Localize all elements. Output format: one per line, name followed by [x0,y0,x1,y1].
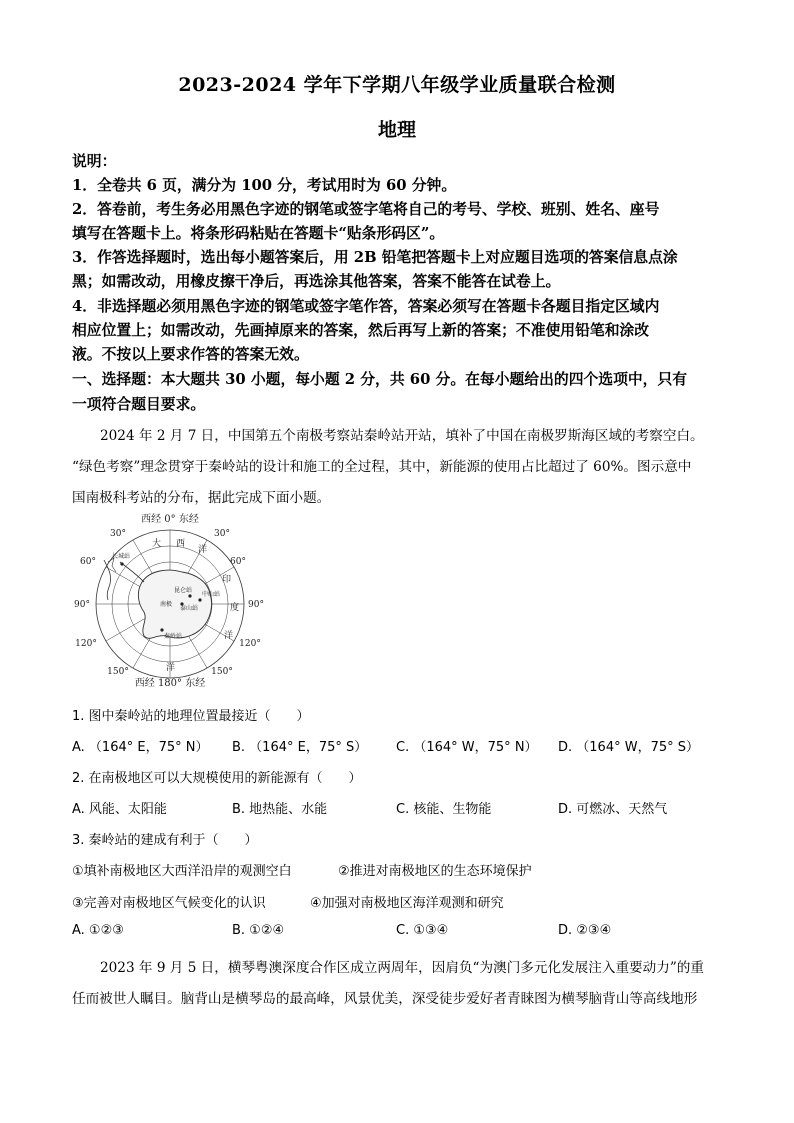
instruction-line: 相应位置上；如需改动，先画掉原来的答案，然后再写上新的答案；不准使用铅笔和涂改 [72,322,650,339]
option-a: A. ①②③ [72,923,124,938]
option-a: A. （164° E，75° N） [72,740,209,755]
longitude-label: 150° [107,667,129,677]
instruction-line: 填写在答题卡上。将条形码粘贴在答题卡“贴条形码区”。 [72,225,445,242]
option-a: A. 风能、太阳能 [72,802,167,817]
station-label: 泰山站 [180,605,199,612]
passage-line: 任而被世人瞩目。脑背山是横琴岛的最高峰，风景优美，深受徒步爱好者青睐图为横琴脑背山等高线地形 [72,991,698,1007]
statement-3: ③完善对南极地区气候变化的认识 [72,896,266,911]
passage-line: 2023 年 9 月 5 日，横琴粤澳深度合作区成立两周年，因肩负“为澳门多元化发展注入重要动力”的重 [100,960,704,976]
longitude-label: 60° [80,557,96,567]
station-label: 昆仑站 [174,587,193,594]
station-label: 中山站 [202,591,221,598]
map-bottom-label: 西经 180° 东经 [134,678,206,689]
ocean-label: 洋 [198,545,208,555]
question-stem: 1. 图中秦岭站的地理位置最接近（ ） [72,709,310,724]
longitude-label: 90° [74,600,90,610]
instruction-line: 黑；如需改动，用橡皮擦干净后，再选涂其他答案，答案不能答在试卷上。 [72,273,561,290]
instruction-line: 3．作答选择题时，选出每小题答案后，用 2B 铅笔把答题卡上对应题目选项的答案信息点涂 [72,249,678,266]
longitude-label: 30° [214,529,230,539]
option-b: B. 地热能、水能 [232,802,328,817]
longitude-label: 120° [75,639,97,649]
section-heading: 一项符合题目要求。 [72,396,206,413]
ocean-label: 印 [222,575,232,585]
option-c: C. （164° W，75° N） [396,740,538,755]
longitude-label: 60° [230,557,246,567]
statement-2: ②推进对南极地区的生态环境保护 [338,864,532,879]
south-america-coast [104,560,111,600]
antarctic-peninsula [120,562,144,582]
option-d: D. （164° W，75° S） [558,740,700,755]
statement-1: ①填补南极地区大西洋沿岸的观测空白 [72,864,292,879]
instruction-line: 4．非选择题必须用黑色字迹的钢笔或签字笔作答，答案必须写在答题卡各题目指定区域内 [72,298,660,315]
subject-title: 地理 [377,119,416,141]
question-stem: 3. 秦岭站的建成有利于（ ） [72,833,258,848]
option-c: C. 核能、生物能 [396,802,492,817]
option-d: D. ②③④ [558,923,612,938]
question-stem: 2. 在南极地区可以大规模使用的新能源有（ ） [72,771,362,786]
instruction-line: 液。不按以上要求作答的答案无效。 [72,346,309,363]
exam-title: 2023-2024 学年下学期八年级学业质量联合检测 [178,74,616,96]
ocean-label: 洋 [224,631,234,641]
longitude-label: 120° [239,639,261,649]
station-label: 秦岭站 [164,633,183,640]
ocean-label: 洋 [166,663,176,673]
passage-line: 国南极科考站的分布，据此完成下面小题。 [72,490,331,506]
longitude-label: 90° [248,600,264,610]
instruction-line: 1．全卷共 6 页，满分为 100 分，考试用时为 60 分钟。 [72,177,457,194]
antarctic-station-map [70,512,270,690]
station-label: 长城站 [112,553,131,560]
ocean-label: 大 [152,539,162,549]
ocean-label: 度 [230,603,240,613]
option-b: B. ①②④ [232,923,285,938]
option-b: B. （164° E，75° S） [232,740,368,755]
statement-4: ④加强对南极地区海洋观测和研究 [310,896,504,911]
longitude-label: 30° [110,529,126,539]
section-heading: 一、选择题：本大题共 30 小题，每小题 2 分，共 60 分。在每小题给出的四个选项中，只有 [72,371,688,388]
pole-label: 南极 [160,601,173,608]
option-d: D. 可燃冰、天然气 [558,802,668,817]
instruction-line: 2．答卷前，考生务必用黑色字迹的钢笔或签字笔将自己的考号、学校、班别、姓名、座号 [72,201,660,218]
ocean-label: 西 [176,539,186,549]
map-top-label: 西经 0° 东经 [141,514,199,525]
passage-line: 2024 年 2 月 7 日，中国第五个南极考察站秦岭站开站，填补了中国在南极罗斯海区域的考察空白。 [100,428,704,444]
longitude-label: 150° [211,667,233,677]
antarctica-landmass [138,570,211,638]
instructions-heading: 说明： [72,153,117,170]
option-c: C. ①③④ [396,923,449,938]
passage-line: “绿色考察”理念贯穿于秦岭站的设计和施工的全过程，其中，新能源的使用占比超过了 60%。图示意中 [72,459,692,475]
